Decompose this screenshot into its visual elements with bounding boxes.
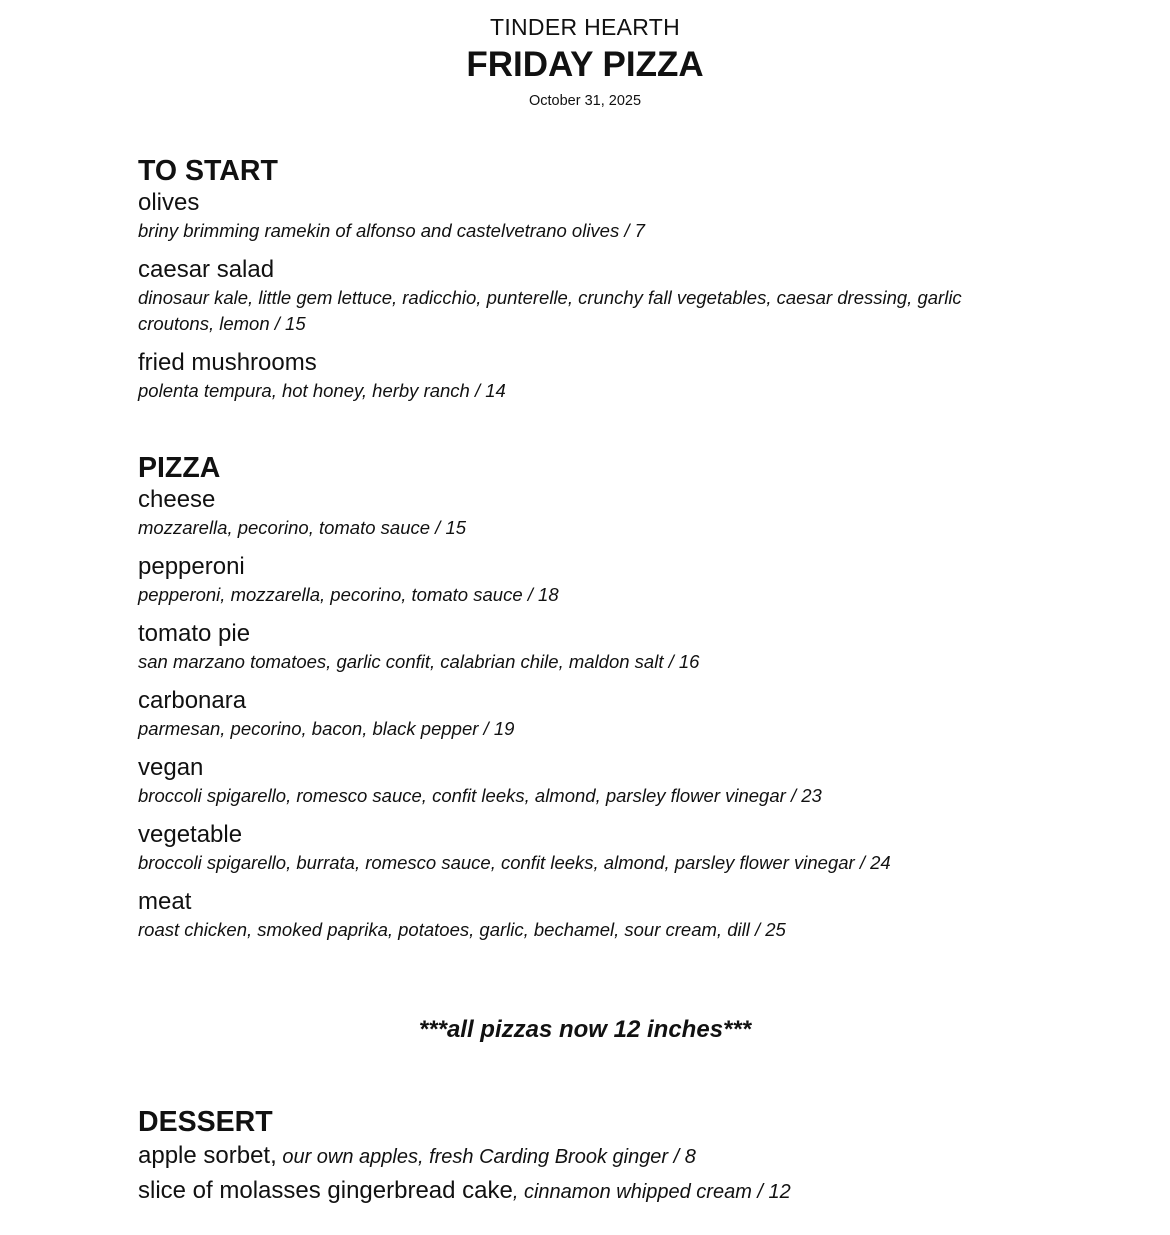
section-to-start	[138, 154, 1038, 415]
item-name: vegetable	[138, 821, 243, 848]
item-description: pepperoni, mozzarella, pecorino, tomato sauce / 18	[138, 584, 559, 605]
menu-date: October 31, 2025	[528, 93, 642, 109]
item-name: meat	[138, 888, 192, 915]
menu-item	[138, 686, 1038, 742]
menu-item	[138, 188, 1038, 244]
menu-item	[138, 753, 1038, 809]
section-title-to-start: TO START	[138, 155, 278, 187]
item-description: polenta tempura, hot honey, herby ranch / 14	[138, 380, 506, 401]
pizza-size-note: ***all pizzas now 12 inches***	[418, 1016, 752, 1043]
item-name: pepperoni	[138, 553, 245, 580]
item-description: briny brimming ramekin of alfonso and castelvetrano olives / 7	[138, 220, 645, 241]
section-title-dessert: DESSERT	[138, 1106, 273, 1138]
item-name: vegan	[138, 754, 204, 781]
menu-item	[138, 619, 1038, 675]
item-description: , cinnamon whipped cream / 12	[512, 1181, 791, 1203]
item-description: broccoli spigarello, burrata, romesco sauce, confit leeks, almond, parsley flower vinegar / 24	[138, 852, 891, 873]
item-description: roast chicken, smoked paprika, potatoes, garlic, bechamel, sour cream, dill / 25	[138, 919, 786, 940]
item-description: our own apples, fresh Carding Brook ginger / 8	[276, 1146, 696, 1168]
dessert-item	[138, 1174, 1038, 1209]
dessert-item	[138, 1139, 1038, 1174]
item-name: cheese	[138, 486, 216, 513]
section-dessert	[138, 1105, 1038, 1209]
section-pizza	[138, 451, 1038, 954]
item-name: apple sorbet,	[138, 1142, 277, 1169]
item-name: tomato pie	[138, 620, 251, 647]
restaurant-name: TINDER HEARTH	[489, 14, 681, 40]
menu-item	[138, 820, 1038, 876]
item-description: mozzarella, pecorino, tomato sauce / 15	[138, 517, 467, 538]
item-name: fried mushrooms	[138, 349, 317, 376]
section-title-pizza: PIZZA	[138, 452, 221, 484]
item-description: parmesan, pecorino, bacon, black pepper / 19	[138, 718, 515, 739]
item-description: san marzano tomatoes, garlic confit, calabrian chile, maldon salt / 16	[138, 651, 700, 672]
menu-item	[138, 485, 1038, 541]
item-description: broccoli spigarello, romesco sauce, confit leeks, almond, parsley flower vinegar / 23	[138, 785, 822, 806]
item-name: slice of molasses gingerbread cake	[138, 1177, 513, 1204]
item-name: caesar salad	[138, 256, 275, 283]
menu-item	[138, 552, 1038, 608]
menu-item	[138, 348, 1038, 404]
menu-item	[138, 887, 1038, 943]
menu-item	[138, 255, 1038, 337]
item-name: carbonara	[138, 687, 247, 714]
item-name: olives	[138, 189, 200, 216]
menu-title: FRIDAY PIZZA	[466, 45, 704, 84]
item-description: dinosaur kale, little gem lettuce, radicchio, punterelle, crunchy fall vegetables, caesar dressing, garlic croutons, lemon / 15	[138, 287, 962, 334]
